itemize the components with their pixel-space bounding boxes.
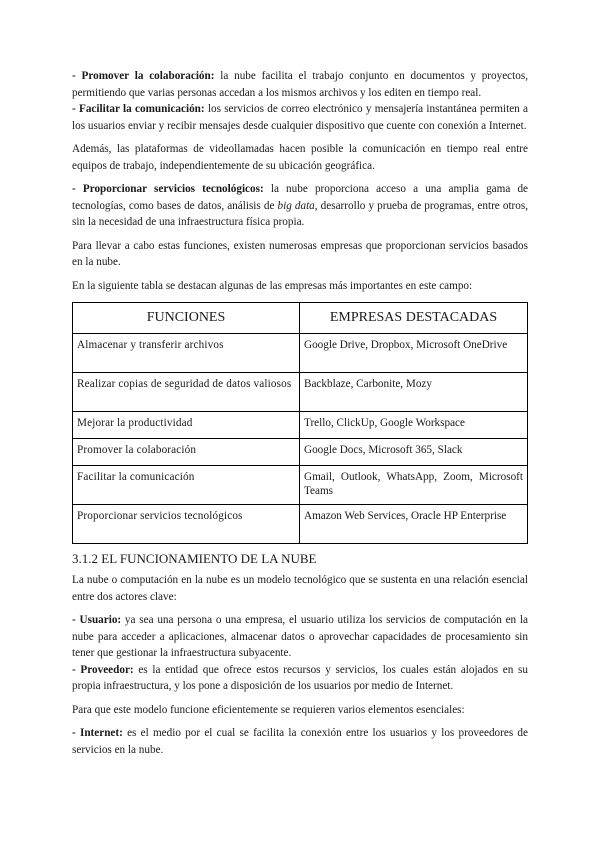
paragraph-videollamadas: Además, las plataformas de videollamadas hacen posible la comunicación en tiempo real entre equipos de trabajo, independientemente de su ubicación geográfica.	[72, 143, 528, 172]
paragraph-promover-colaboracion: - Promover la colaboración: la nube facilita el trabajo conjunto en documentos y proyectos, permitiendo que varias personas accedan a los mismos archivos y los editen en tiempo real.	[72, 70, 528, 99]
table-row	[73, 373, 528, 412]
paragraph-proporcionar-servicios: - Proporcionar servicios tecnológicos: la nube proporciona acceso a una amplia gama de tecnologías, como bases de datos, análisis de big data, desarrollo y prueba de programas, entre otros, sin la necesidad de una infraestructura física propia.	[72, 183, 529, 228]
table-row	[73, 334, 528, 373]
paragraph-tabla-intro: En la siguiente tabla se destacan algunas de las empresas más importantes en este campo:	[72, 279, 473, 292]
paragraph-facilitar-comunicacion: - Facilitar la comunicación: los servicios de correo electrónico y mensajería instantánea permiten a los usuarios enviar y recibir mensajes desde cualquier dispositivo que cuente con conexión a Internet.	[72, 103, 528, 132]
paragraph-internet: - Internet: es el medio por el cual se facilita la conexión entre los usuarios y los proveedores de servicios en la nube.	[72, 727, 528, 756]
table-cell-function: Realizar copias de seguridad de datos valiosos	[73, 373, 300, 412]
table-cell-function: Almacenar y transferir archivos	[73, 334, 300, 373]
term-facilitar-comunicacion: - Facilitar la comunicación:	[72, 103, 205, 115]
table-cell-companies: Backblaze, Carbonite, Mozy	[300, 373, 528, 412]
table-row	[73, 466, 528, 505]
paragraph-modelo-nube: La nube o computación en la nube es un modelo tecnológico que se sustenta en una relación esencial entre dos actores clave:	[72, 574, 528, 603]
term-proporcionar-servicios: - Proporcionar servicios tecnológicos:	[72, 183, 264, 195]
section-heading: 3.1.2 EL FUNCIONAMIENTO DE LA NUBE	[72, 551, 317, 566]
header-empresas: EMPRESAS DESTACADAS	[300, 303, 528, 334]
table-cell-function: Mejorar la productividad	[73, 412, 300, 439]
table-cell-companies: Gmail, Outlook, WhatsApp, Zoom, Microsoft Teams	[300, 466, 528, 505]
table-cell-function: Promover la colaboración	[73, 439, 300, 466]
table-header-row	[73, 303, 528, 334]
table-cell-function: Proporcionar servicios tecnológicos	[73, 505, 300, 544]
term-big-data: big data	[277, 199, 315, 212]
term-internet: - Internet:	[72, 727, 123, 739]
term-usuario: - Usuario:	[72, 614, 122, 626]
paragraph-elementos: Para que este modelo funcione eficientemente se requieren varios elementos esenciales:	[72, 703, 465, 716]
table-row	[73, 412, 528, 439]
document-page	[72, 68, 528, 758]
paragraph-proveedor: - Proveedor: es la entidad que ofrece estos recursos y servicios, los cuales están alojados en su propia infraestructura, y los pone a disposición de los usuarios por medio de Internet.	[72, 663, 528, 692]
table-cell-function: Facilitar la comunicación	[73, 466, 300, 505]
term-promover-colaboracion: - Promover la colaboración:	[72, 70, 215, 82]
table-row	[73, 505, 528, 544]
table-cell-companies: Google Drive, Dropbox, Microsoft OneDrive	[300, 334, 528, 373]
term-proveedor: - Proveedor:	[72, 663, 134, 676]
table-cell-companies: Amazon Web Services, Oracle HP Enterprise	[300, 505, 528, 544]
table-row	[73, 439, 528, 466]
table-cell-companies: Trello, ClickUp, Google Workspace	[300, 412, 528, 439]
paragraph-usuario: - Usuario: ya sea una persona o una empresa, el usuario utiliza los servicios de computación en la nube para acceder a aplicaciones, almacenar datos o aprovechar capacidades de procesamiento sin tener que gestionar la infraestructura subyacente.	[72, 614, 528, 659]
header-funciones: FUNCIONES	[73, 303, 300, 334]
table-cell-companies: Google Docs, Microsoft 365, Slack	[300, 439, 528, 466]
companies-table	[72, 302, 528, 544]
paragraph-empresas-intro: Para llevar a cabo estas funciones, existen numerosas empresas que proporcionan servicios basados en la nube.	[72, 239, 528, 268]
